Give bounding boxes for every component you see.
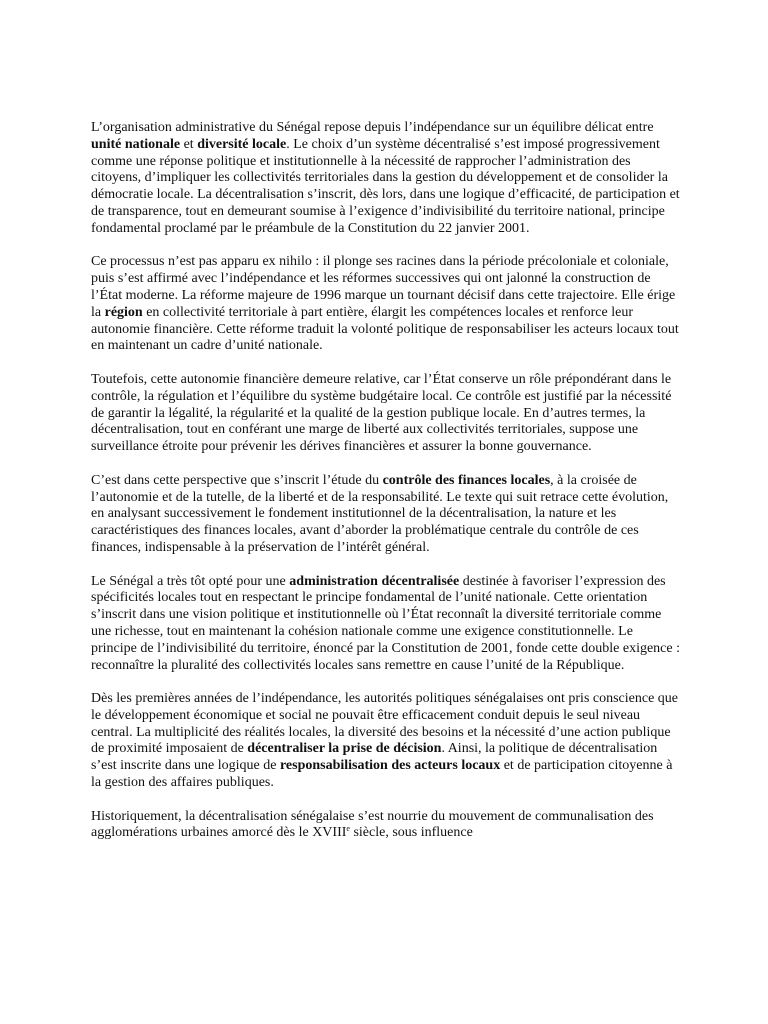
paragraph-3 bbox=[91, 372, 682, 456]
paragraph-2 bbox=[91, 254, 682, 355]
text-segment: C’est dans cette perspective que s’inscrit l’étude du bbox=[91, 472, 383, 488]
text-segment: en collectivité territoriale à part entière, élargit les compétences locales et renforce leur autonomie financière. Cette réforme traduit la volonté politique de responsabiliser les acteurs locaux tout en maintenant un cadre d’unité nationale. bbox=[91, 304, 679, 354]
text-segment: . Ainsi, la politique de décentralisation s’est inscrite dans une logique de bbox=[91, 741, 658, 774]
text-segment: L’organisation administrative du Sénégal repose depuis l’indépendance sur un équilibre délicat entre bbox=[91, 120, 654, 135]
bold-term: unité nationale bbox=[91, 136, 181, 152]
text-segment: siècle, sous influence bbox=[349, 825, 473, 841]
bold-term: région bbox=[104, 304, 143, 320]
text-segment: Le Sénégal a très tôt opté pour une bbox=[91, 573, 290, 589]
paragraph-4 bbox=[91, 473, 682, 557]
text-segment: Ce processus n’est pas apparu ex nihilo : il plonge ses racines dans la période précoloniale et coloniale, puis s’est affirmé avec l’indépendance et les réformes successives qui ont jalonné la construction de l’État moderne. La réforme majeure de 1996 marque un tournant décisif dans cette trajectoire. Elle érige la bbox=[91, 254, 676, 320]
text-segment: Toutefois, cette autonomie financière demeure relative, car l’État conserve un rôle prépondérant dans le contrôle, la régulation et l’équilibre du système budgétaire local. Ce contrôle est justifié par la nécessité de garantir la légalité, la régularité et la qualité de la gestion publique locale. En d’autres termes, la décentralisation, tout en conférant une marge de liberté aux collectivités territoriales, suppose une surveillance étroite pour prévenir les dérives financières et assurer la bonne gouvernance. bbox=[91, 371, 672, 455]
bold-term: responsabilisation des acteurs locaux bbox=[279, 758, 501, 774]
bold-term: diversité locale bbox=[197, 136, 287, 152]
document-page bbox=[91, 120, 682, 859]
bold-term: administration décentralisée bbox=[289, 573, 460, 589]
superscript: e bbox=[346, 824, 350, 834]
text-segment: , à la croisée de l’autonomie et de la tutelle, de la liberté et de la responsabilité. Le texte qui suit retrace cette évolution, en analysant successivement le fondement institutionnel de la décentralisation, la nature et les caractéristiques des finances locales, avant d’aborder la problématique centrale du contrôle de ces finances, indispensable à la préservation de l’intérêt général. bbox=[91, 472, 669, 555]
paragraph-1 bbox=[91, 120, 682, 238]
bold-term: contrôle des finances locales bbox=[382, 472, 551, 488]
text-segment: Historiquement, la décentralisation sénégalaise s’est nourrie du mouvement de communalisation des agglomérations urbaines amorcé dès le XVIII bbox=[91, 808, 654, 841]
paragraph-7 bbox=[91, 809, 682, 843]
text-segment: . Le choix d’un système décentralisé s’est imposé progressivement comme une réponse politique et institutionnelle à la nécessité de rapprocher l’administration des citoyens, d’impliquer les collectivités territoriales dans la gestion du développement et de consolider la démocratie locale. La décentralisation s’inscrit, dès lors, dans une logique d’efficacité, de participation et de transparence, tout en demeurant soumise à l’exigence d’indivisibilité du territoire national, principe fondamental proclamé par le préambule de la Constitution du 22 janvier 2001. bbox=[91, 136, 680, 236]
bold-term: décentraliser la prise de décision bbox=[247, 741, 442, 757]
text-segment: Dès les premières années de l’indépendance, les autorités politiques sénégalaises ont pris conscience que le développement économique et social ne pouvait être efficacement conduit depuis le seul niveau central. La multiplicité des réalités locales, la diversité des besoins et la nécessité d’une action publique de proximité imposaient de bbox=[91, 691, 679, 757]
paragraph-5 bbox=[91, 574, 682, 675]
text-segment: et bbox=[180, 136, 198, 152]
text-segment: et de participation citoyenne à la gestion des affaires publiques. bbox=[91, 758, 673, 791]
paragraph-6 bbox=[91, 691, 682, 792]
text-segment: destinée à favoriser l’expression des spécificités locales tout en respectant le principe fondamental de l’unité nationale. Cette orientation s’inscrit dans une vision politique et institutionnelle où l’État reconnaît la diversité territoriale comme une richesse, tout en maintenant la cohésion nationale comme une exigence constitutionnelle. Le principe de l’indivisibilité du territoire, énoncé par la Constitution de 2001, fonde cette double exigence : reconnaître la pluralité des collectivités locales sans remettre en cause l’unité de la République. bbox=[91, 573, 680, 673]
